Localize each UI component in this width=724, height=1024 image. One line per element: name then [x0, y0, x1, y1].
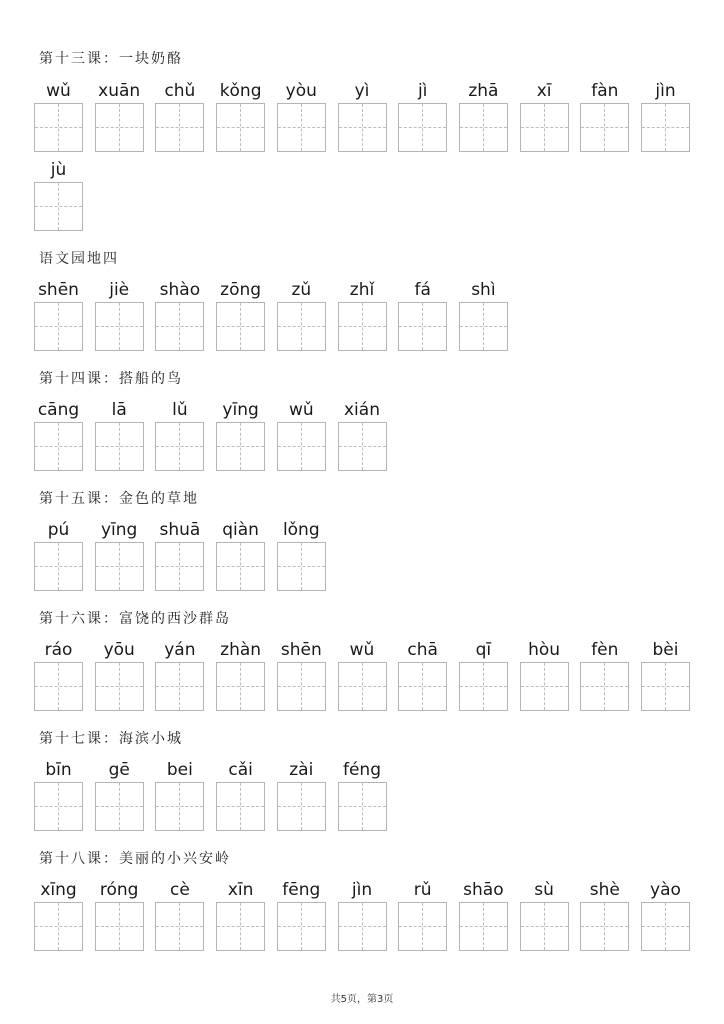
tianzige-box[interactable]: [155, 103, 204, 152]
guide-line-horizontal: [96, 926, 143, 927]
tianzige-box[interactable]: [338, 782, 387, 831]
guide-line-horizontal: [339, 806, 386, 807]
pinyin-label: wǔ: [349, 640, 375, 660]
pinyin-label: yào: [650, 880, 681, 900]
lesson-title: 第十三课：一块奶酪: [39, 51, 183, 67]
guide-line-horizontal: [642, 686, 689, 687]
pinyin-label: fēng: [282, 880, 321, 900]
pinyin-label: shì: [471, 280, 496, 300]
tianzige-box[interactable]: [277, 902, 326, 951]
pinyin-label: pú: [47, 520, 70, 540]
tianzige-box[interactable]: [95, 103, 144, 152]
tianzige-box[interactable]: [459, 103, 508, 152]
guide-line-horizontal: [35, 206, 82, 207]
pinyin-label: lā: [111, 400, 127, 420]
tianzige-box[interactable]: [580, 662, 629, 711]
tianzige-box[interactable]: [155, 542, 204, 591]
tianzige-box[interactable]: [641, 902, 690, 951]
tianzige-box[interactable]: [155, 902, 204, 951]
guide-line-horizontal: [156, 446, 203, 447]
guide-line-horizontal: [460, 926, 507, 927]
pinyin-label: shào: [159, 280, 201, 300]
pinyin-label: zài: [289, 760, 314, 780]
guide-line-horizontal: [339, 926, 386, 927]
tianzige-box[interactable]: [95, 662, 144, 711]
tianzige-box[interactable]: [34, 182, 83, 231]
pinyin-label: fèn: [591, 640, 619, 660]
pinyin-label: jì: [417, 81, 428, 101]
guide-line-horizontal: [460, 326, 507, 327]
tianzige-box[interactable]: [277, 542, 326, 591]
tianzige-box[interactable]: [34, 302, 83, 351]
pinyin-label: rǔ: [413, 880, 432, 900]
tianzige-box[interactable]: [216, 103, 265, 152]
tianzige-box[interactable]: [216, 302, 265, 351]
guide-line-horizontal: [156, 566, 203, 567]
tianzige-box[interactable]: [398, 103, 447, 152]
lesson-title: 语文园地四: [39, 251, 119, 267]
guide-line-horizontal: [339, 446, 386, 447]
pinyin-label: róng: [99, 880, 139, 900]
pinyin-label: lǔ: [172, 400, 188, 420]
tianzige-box[interactable]: [155, 662, 204, 711]
guide-line-horizontal: [217, 686, 264, 687]
guide-line-horizontal: [460, 127, 507, 128]
tianzige-box[interactable]: [216, 422, 265, 471]
guide-line-horizontal: [217, 926, 264, 927]
pinyin-label: qī: [475, 640, 492, 660]
pinyin-label: shāo: [463, 880, 504, 900]
guide-line-horizontal: [35, 127, 82, 128]
tianzige-box[interactable]: [34, 662, 83, 711]
pinyin-label: xī: [536, 81, 552, 101]
pinyin-label: shēn: [280, 640, 322, 660]
guide-line-horizontal: [217, 566, 264, 567]
tianzige-box[interactable]: [216, 782, 265, 831]
pinyin-label: sù: [534, 880, 554, 900]
guide-line-horizontal: [217, 446, 264, 447]
tianzige-box[interactable]: [459, 662, 508, 711]
guide-line-horizontal: [521, 926, 568, 927]
tianzige-box[interactable]: [34, 103, 83, 152]
guide-line-horizontal: [96, 686, 143, 687]
tianzige-box[interactable]: [520, 103, 569, 152]
guide-line-horizontal: [399, 127, 446, 128]
guide-line-horizontal: [460, 686, 507, 687]
tianzige-box[interactable]: [277, 302, 326, 351]
tianzige-box[interactable]: [338, 422, 387, 471]
guide-line-horizontal: [35, 806, 82, 807]
tianzige-box[interactable]: [338, 103, 387, 152]
guide-line-horizontal: [217, 806, 264, 807]
tianzige-box[interactable]: [398, 302, 447, 351]
lesson-title: 第十八课：美丽的小兴安岭: [39, 851, 231, 867]
guide-line-horizontal: [278, 446, 325, 447]
pinyin-label: zōng: [220, 280, 262, 300]
guide-line-horizontal: [642, 127, 689, 128]
pinyin-label: fá: [414, 280, 431, 300]
tianzige-box[interactable]: [95, 542, 144, 591]
pinyin-label: xīng: [40, 880, 77, 900]
tianzige-box[interactable]: [338, 302, 387, 351]
guide-line-horizontal: [156, 926, 203, 927]
pinyin-label: lǒng: [282, 520, 320, 540]
tianzige-box[interactable]: [34, 422, 83, 471]
pinyin-label: shēn: [38, 280, 79, 300]
tianzige-box[interactable]: [277, 422, 326, 471]
page-footer: 共5页，第3页: [330, 994, 394, 1005]
pinyin-label: zhǐ: [349, 280, 375, 300]
tianzige-box[interactable]: [580, 902, 629, 951]
guide-line-horizontal: [581, 127, 628, 128]
pinyin-label: fàn: [591, 81, 619, 101]
tianzige-box[interactable]: [216, 902, 265, 951]
pinyin-label: kǒng: [219, 81, 262, 101]
guide-line-horizontal: [521, 127, 568, 128]
guide-line-horizontal: [278, 806, 325, 807]
tianzige-box[interactable]: [459, 302, 508, 351]
pinyin-label: bèi: [652, 640, 679, 660]
pinyin-label: yì: [354, 81, 370, 101]
guide-line-horizontal: [96, 806, 143, 807]
tianzige-box[interactable]: [641, 103, 690, 152]
guide-line-horizontal: [96, 446, 143, 447]
guide-line-horizontal: [339, 686, 386, 687]
pinyin-label: wǔ: [46, 81, 71, 101]
pinyin-label: shè: [589, 880, 620, 900]
tianzige-box[interactable]: [95, 902, 144, 951]
tianzige-box[interactable]: [277, 103, 326, 152]
pinyin-label: yòu: [285, 81, 317, 101]
guide-line-horizontal: [339, 127, 386, 128]
tianzige-box[interactable]: [398, 902, 447, 951]
tianzige-box[interactable]: [95, 422, 144, 471]
pinyin-label: yīng: [222, 400, 259, 420]
pinyin-label: jìn: [655, 81, 676, 101]
guide-line-horizontal: [35, 926, 82, 927]
tianzige-box[interactable]: [34, 902, 83, 951]
guide-line-horizontal: [521, 686, 568, 687]
pinyin-label: hòu: [528, 640, 561, 660]
pinyin-label: bei: [166, 760, 193, 780]
tianzige-box[interactable]: [216, 662, 265, 711]
guide-line-horizontal: [35, 446, 82, 447]
guide-line-horizontal: [96, 127, 143, 128]
guide-line-horizontal: [278, 127, 325, 128]
pinyin-label: qiàn: [222, 520, 259, 540]
pinyin-label: zhàn: [220, 640, 262, 660]
tianzige-box[interactable]: [155, 302, 204, 351]
tianzige-box[interactable]: [277, 782, 326, 831]
pinyin-label: jù: [50, 160, 67, 180]
pinyin-label: chǔ: [164, 81, 196, 101]
pinyin-label: yán: [164, 640, 196, 660]
guide-line-horizontal: [156, 326, 203, 327]
tianzige-box[interactable]: [338, 662, 387, 711]
guide-line-horizontal: [581, 686, 628, 687]
lesson-title: 第十四课：搭船的鸟: [39, 371, 183, 387]
guide-line-horizontal: [156, 686, 203, 687]
pinyin-label: xián: [344, 400, 380, 420]
guide-line-horizontal: [399, 326, 446, 327]
tianzige-box[interactable]: [580, 103, 629, 152]
pinyin-label: bīn: [45, 760, 72, 780]
pinyin-label: cǎi: [228, 760, 253, 780]
lesson-title: 第十七课：海滨小城: [39, 731, 183, 747]
tianzige-box[interactable]: [520, 662, 569, 711]
pinyin-label: jiè: [109, 280, 130, 300]
tianzige-box[interactable]: [155, 782, 204, 831]
pinyin-label: yōu: [103, 640, 135, 660]
guide-line-horizontal: [278, 326, 325, 327]
tianzige-box[interactable]: [459, 902, 508, 951]
pinyin-label: yīng: [101, 520, 138, 540]
tianzige-box[interactable]: [641, 662, 690, 711]
guide-line-horizontal: [156, 127, 203, 128]
guide-line-horizontal: [339, 326, 386, 327]
pinyin-label: jìn: [351, 880, 373, 900]
lesson-title: 第十六课：富饶的西沙群岛: [39, 611, 231, 627]
guide-line-horizontal: [156, 806, 203, 807]
tianzige-box[interactable]: [520, 902, 569, 951]
tianzige-box[interactable]: [34, 782, 83, 831]
tianzige-box[interactable]: [155, 422, 204, 471]
pinyin-label: chā: [407, 640, 438, 660]
guide-line-horizontal: [399, 926, 446, 927]
pinyin-label: ráo: [44, 640, 73, 660]
guide-line-horizontal: [278, 686, 325, 687]
tianzige-box[interactable]: [95, 782, 144, 831]
guide-line-horizontal: [217, 127, 264, 128]
guide-line-horizontal: [217, 326, 264, 327]
guide-line-horizontal: [35, 566, 82, 567]
pinyin-label: cè: [169, 880, 190, 900]
guide-line-horizontal: [278, 566, 325, 567]
pinyin-label: xuān: [98, 81, 141, 101]
lesson-title: 第十五课：金色的草地: [39, 491, 199, 507]
guide-line-horizontal: [96, 326, 143, 327]
tianzige-box[interactable]: [95, 302, 144, 351]
pinyin-label: gē: [108, 760, 130, 780]
guide-line-horizontal: [642, 926, 689, 927]
guide-line-horizontal: [35, 686, 82, 687]
pinyin-label: cāng: [37, 400, 80, 420]
pinyin-label: xīn: [227, 880, 254, 900]
guide-line-horizontal: [278, 926, 325, 927]
pinyin-label: shuā: [159, 520, 201, 540]
tianzige-box[interactable]: [277, 662, 326, 711]
pinyin-label: féng: [342, 760, 381, 780]
tianzige-box[interactable]: [216, 542, 265, 591]
pinyin-label: zhā: [468, 81, 499, 101]
pinyin-label: wǔ: [288, 400, 314, 420]
guide-line-horizontal: [581, 926, 628, 927]
guide-line-horizontal: [96, 566, 143, 567]
guide-line-horizontal: [35, 326, 82, 327]
pinyin-label: zǔ: [291, 280, 312, 300]
guide-line-horizontal: [399, 686, 446, 687]
tianzige-box[interactable]: [34, 542, 83, 591]
tianzige-box[interactable]: [398, 662, 447, 711]
tianzige-box[interactable]: [338, 902, 387, 951]
